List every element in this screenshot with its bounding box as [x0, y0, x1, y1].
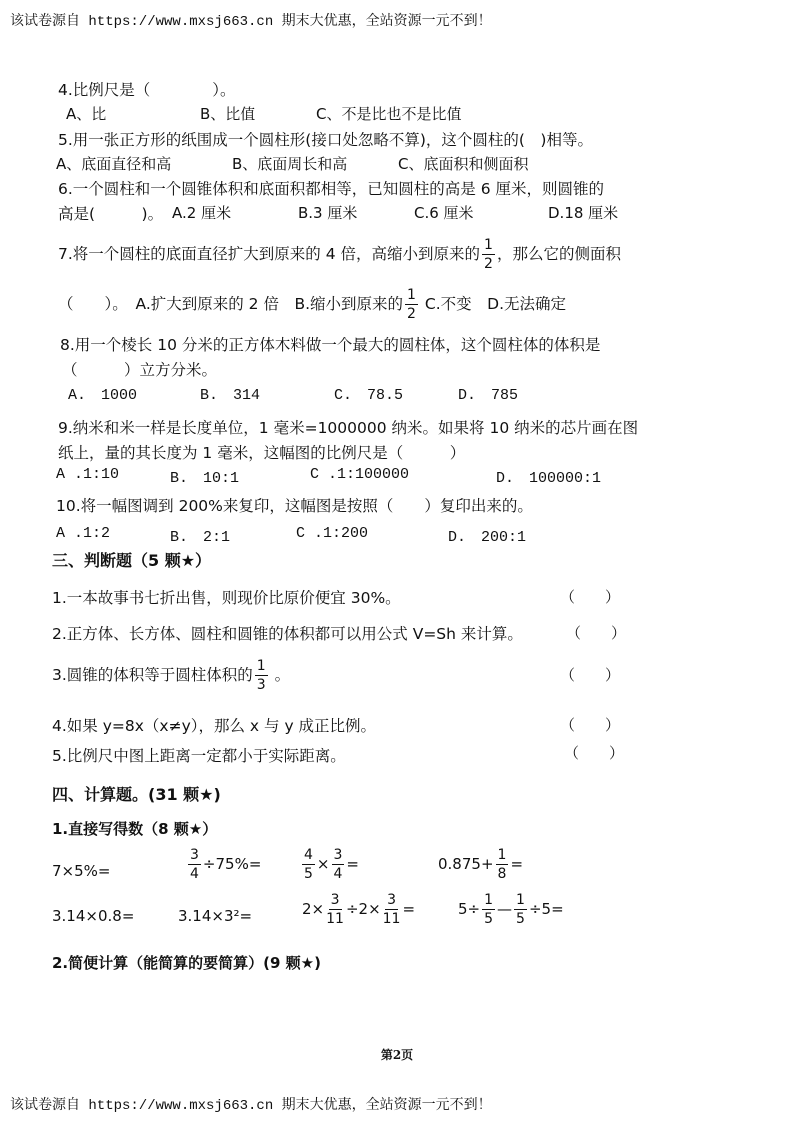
q6-line1: 6.一个圆柱和一个圆锥体积和底面积都相等，已知圆柱的高是 6 厘米，则圆锥的: [58, 180, 605, 198]
q6-option-a: A.2 厘米: [172, 204, 232, 222]
judge-item-5: 5.比例尺中图上距离一定都小于实际距离。: [52, 747, 346, 765]
calc-7: 2× $\frac{3}{11}$ ÷2× $\frac{3}{11}$ =: [302, 892, 416, 927]
q6-line2: 高是( )。: [58, 205, 164, 223]
judge-answer-4: （ ）: [560, 716, 621, 734]
q6-option-d: D.18 厘米: [548, 204, 619, 222]
q5-option-c: C、底面积和侧面积: [398, 155, 529, 173]
judge-answer-3: （ ）: [560, 666, 621, 684]
q9-option-b: B. 10:1: [170, 470, 240, 487]
fraction-one-third: $\frac{1}{3}$: [256, 658, 266, 693]
section4-sub1: 1.直接写得数（8 颗★）: [52, 820, 218, 838]
fraction-one-fifth-2: $\frac{1}{5}$: [516, 892, 525, 927]
q10-option-b: B. 2:1: [170, 529, 231, 546]
q9-option-d: D. 100000:1: [496, 470, 602, 487]
calc-1: 7×5%=: [52, 862, 111, 880]
judge-item-1: 1.一本故事书七折出售，则现价比原价便宜 30%。: [52, 589, 401, 607]
q7-line2-b: C.不变 D.无法确定: [424, 295, 567, 313]
q8-line1: 8.用一个棱长 10 分米的正方体木料做一个最大的圆柱体，这个圆柱体的体积是: [60, 336, 601, 354]
judge-item-3: 3.圆锥的体积等于圆柱体积的 $\frac{1}{3}$ 。: [52, 658, 291, 693]
calc-6: 3.14×3²=: [178, 907, 253, 925]
q4-option-a: A、比: [66, 105, 107, 123]
q7-line1-a: 7.将一个圆柱的底面直径扩大到原来的 4 倍，高缩小到原来的: [58, 245, 481, 263]
q8-option-a: A. 1000: [68, 387, 138, 404]
q4-option-c: C、不是比也不是比值: [316, 105, 462, 123]
q6-option-b: B.3 厘米: [298, 204, 358, 222]
q9-option-c: C .1:100000: [310, 466, 410, 483]
judge-answer-2: （ ）: [566, 624, 627, 642]
judge-item-2: 2.正方体、长方体、圆柱和圆锥的体积都可以用公式 V=Sh 来计算。: [52, 625, 523, 643]
q8-option-d: D. 785: [458, 387, 519, 404]
judge-item-4: 4.如果 y=8x（x≠y），那么 x 与 y 成正比例。: [52, 717, 377, 735]
q6-option-c: C.6 厘米: [414, 204, 474, 222]
calc-8: 5÷ $\frac{1}{5}$ — $\frac{1}{5}$ ÷5=: [458, 892, 564, 927]
q9-line2: 纸上，量的其长度为 1 毫米，这幅图的比例尺是（ ）: [58, 444, 466, 462]
q4-option-b: B、比值: [200, 105, 256, 123]
fraction-three-elevenths: $\frac{3}{11}$: [326, 892, 344, 927]
fraction-one-fifth: $\frac{1}{5}$: [484, 892, 494, 927]
calc-2: $\frac{3}{4}$ ÷75%=: [190, 847, 262, 882]
q7-line2: [58, 288, 566, 321]
section3-title: 三、判断题（5 颗★）: [52, 551, 212, 570]
q8-option-b: B. 314: [200, 387, 261, 404]
q10-stem: 10.将一幅图调到 200%来复印，这幅图是按照（ ）复印出来的。: [56, 497, 533, 515]
judge-answer-5: （ ）: [564, 744, 625, 762]
q7-fraction-half-2: $\frac{1}{2}$: [407, 287, 416, 322]
q7-fraction-half: $\frac{1}{2}$: [484, 237, 493, 272]
q5-option-a: A、底面直径和高: [56, 155, 172, 173]
q5-option-b: B、底面周长和高: [232, 155, 348, 173]
fraction-four-fifths: $\frac{4}{5}$: [304, 847, 313, 882]
calc-3: $\frac{4}{5}$ × $\frac{3}{4}$ =: [304, 847, 359, 882]
calc-5: 3.14×0.8=: [52, 907, 135, 925]
header-banner: 该试卷源自 https://www.mxsj663.cn 期末大优惠，全站资源一元不到！: [10, 14, 492, 30]
fraction-one-eighth: $\frac{1}{8}$: [497, 847, 507, 882]
q9-option-a: A .1:10: [56, 466, 120, 483]
section4-sub2: 2.简便计算（能简算的要简算）(9 颗★): [52, 954, 321, 972]
q7-line1: [58, 238, 621, 271]
q9-line1: 9.纳米和米一样是长度单位，1 毫米=1000000 纳米。如果将 10 纳米的芯片画在图: [58, 419, 639, 437]
fraction-three-quarters-2: $\frac{3}{4}$: [333, 847, 343, 882]
q4-stem: 4.比例尺是（ ）。: [58, 81, 236, 99]
calc-4: 0.875+ $\frac{1}{8}$ =: [438, 847, 524, 882]
fraction-three-elevenths-2: $\frac{3}{11}$: [382, 892, 401, 927]
q8-option-c: C. 78.5: [334, 387, 404, 404]
q10-option-a: A .1:2: [56, 525, 111, 542]
q7-line1-b: ，那么它的侧面积: [496, 245, 621, 263]
q10-option-d: D. 200:1: [448, 529, 527, 546]
page-number: 第2页: [380, 1048, 414, 1062]
q7-line2-a: （ ）。 A.扩大到原来的 2 倍 B.缩小到原来的: [58, 295, 404, 313]
section4-title: 四、计算题。(31 颗★): [52, 785, 221, 804]
q8-line2: （ ）立方分米。: [62, 361, 218, 379]
footer-banner: 该试卷源自 https://www.mxsj663.cn 期末大优惠，全站资源一元不到！: [10, 1098, 492, 1114]
q5-stem: 5.用一张正方形的纸围成一个圆柱形(接口处忽略不算)，这个圆柱的( )相等。: [58, 131, 593, 149]
judge-answer-1: （ ）: [560, 588, 621, 606]
q10-option-c: C .1:200: [296, 525, 369, 542]
fraction-three-quarters: $\frac{3}{4}$: [190, 847, 199, 882]
